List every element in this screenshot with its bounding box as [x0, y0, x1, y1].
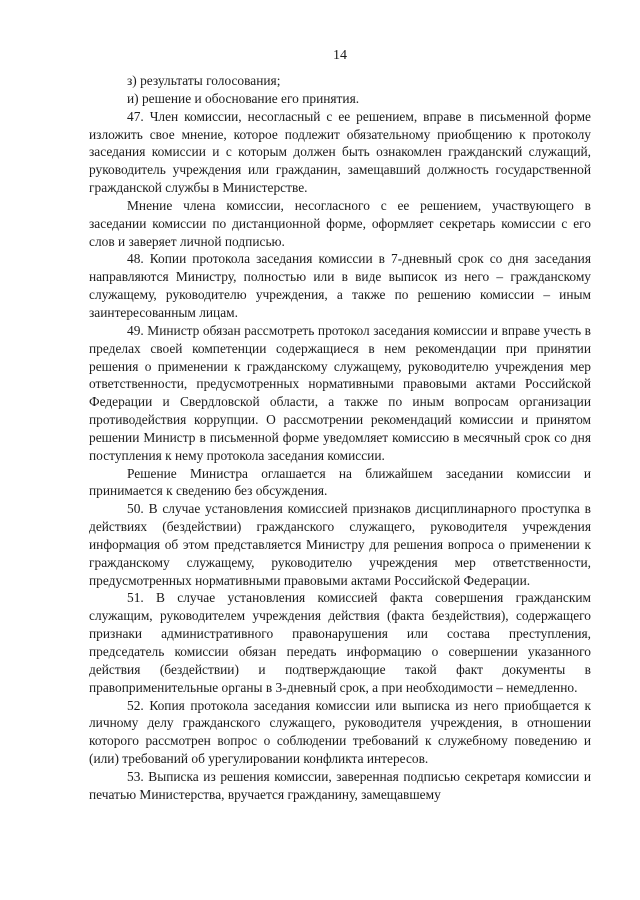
list-item-z: з) результаты голосования; — [127, 73, 281, 88]
paragraph-48: 48. Копии протокола заседания комиссии в 7-дневный срок со дня заседания направляются Министру, полностью или в виде выписок из него – гражданскому служащему, руководителю учреждения, а также по решению комиссии – иным заинтересованным лицам. — [89, 251, 591, 320]
paragraph-50: 50. В случае установления комиссией признаков дисциплинарного проступка в действиях (бездействии) гражданского служащего, руководителя учреждения информация об этом представляется Министру для решения вопроса о применении к гражданскому служащему, руководителю учреждения мер ответственности, предусмотренных нормативными правовыми актами Российской Федерации. — [89, 501, 591, 588]
page-number: 14 — [333, 48, 347, 63]
paragraph-51: 51. В случае установления комиссией факта совершения гражданским служащим, руководителем учреждения действия (факта бездействия), содержащего признаки административного правонарушения или состава преступления, председатель комиссии обязан передать информацию о совершении указанного действия (бездействии) и подтверждающие такой факт документы в правоприменительные органы в 3-дневный срок, а при необходимости – немедленно. — [89, 590, 591, 695]
paragraph-47-continued: Мнение члена комиссии, несогласного с ее решением, участвующего в заседании комиссии по дистанционной форме, оформляет секретарь комиссии с его слов и заверяет личной подписью. — [89, 197, 591, 249]
paragraph-52: 52. Копия протокола заседания комиссии или выписка из него приобщается к личному делу гражданского служащего, руководителя учреждения, в отношении которого рассмотрен вопрос о соблюдении требований к служебному поведению и (или) требований об урегулировании конфликта интересов. — [89, 697, 591, 767]
paragraph-47: 47. Член комиссии, несогласный с ее решением, вправе в письменной форме изложить свое мнение, которое подлежит обязательному приобщению к протоколу заседания комиссии и с которым должен быть ознакомлен гражданский служащий, руководитель учреждения или гражданин, замещавший должность государственной гражданской службы в Министерстве. — [89, 108, 591, 196]
list-item-i: и) решение и обоснование его принятия. — [127, 90, 360, 106]
document-body — [89, 72, 591, 804]
paragraph-49: 49. Министр обязан рассмотреть протокол заседания комиссии и вправе учесть в пределах своей компетенции содержащиеся в нем рекомендации при принятии решения о применении к гражданскому служащему, руководителю учреждения мер ответственности, предусмотренных нормативными правовыми актами Российской Федерации и Свердловской области, а также по иным вопросам организации противодействия коррупции. О рассмотрении рекомендаций комиссии и принятом решении Министр в письменной форме уведомляет комиссию в месячный срок со дня поступления к нему протокола заседания комиссии. — [89, 322, 591, 463]
paragraph-49-continued: Решение Министра оглашается на ближайшем заседании комиссии и принимается к сведению без обсуждения. — [89, 465, 591, 499]
paragraph-53: 53. Выписка из решения комиссии, заверенная подписью секретаря комиссии и печатью Министерства, вручается гражданину, замещавшему — [89, 768, 591, 802]
